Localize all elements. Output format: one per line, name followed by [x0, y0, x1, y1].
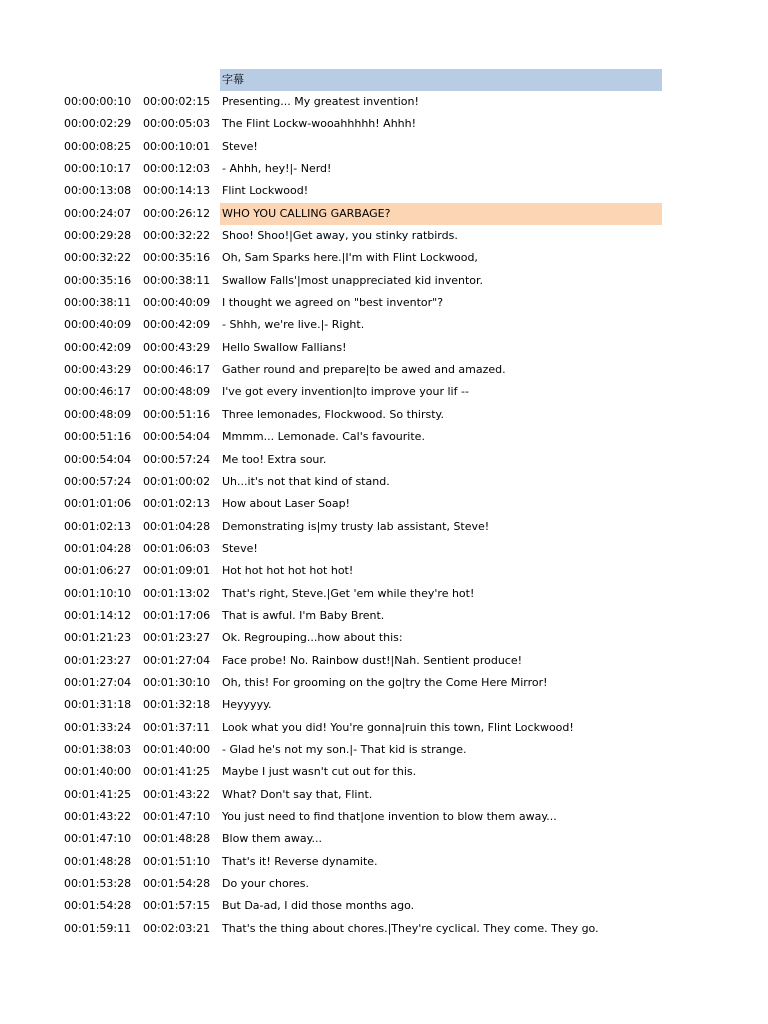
end-time-cell[interactable]: 00:01:27:04 — [143, 653, 211, 667]
header-row — [62, 69, 662, 91]
end-time-cell[interactable]: 00:00:43:29 — [143, 340, 211, 354]
subtitle-text-cell[interactable]: - Ahhh, hey!|- Nerd! — [222, 162, 332, 176]
start-time-cell[interactable]: 00:00:29:28 — [64, 229, 132, 243]
subtitle-text-cell[interactable]: Maybe I just wasn't cut out for this. — [222, 765, 417, 779]
start-time-cell[interactable]: 00:01:33:24 — [64, 720, 132, 734]
subtitle-text-cell[interactable]: I've got every invention|to improve your lif -- — [222, 385, 469, 399]
subtitle-text-cell[interactable]: Oh, Sam Sparks here.|I'm with Flint Lockwood, — [222, 251, 478, 265]
subtitle-text-cell[interactable]: Steve! — [222, 541, 258, 555]
table-row[interactable] — [62, 873, 662, 895]
end-time-cell[interactable]: 00:00:51:16 — [143, 407, 211, 421]
subtitle-text-cell[interactable]: How about Laser Soap! — [222, 497, 350, 511]
table-row[interactable] — [62, 225, 662, 247]
subtitle-text-cell[interactable]: Heyyyyy. — [222, 698, 272, 712]
subtitle-text-cell[interactable]: Hot hot hot hot hot hot! — [222, 564, 354, 578]
end-time-cell[interactable]: 00:01:41:25 — [143, 765, 211, 779]
end-time-cell[interactable]: 00:01:30:10 — [143, 675, 211, 689]
start-time-cell[interactable]: 00:01:04:28 — [64, 541, 132, 555]
table-row[interactable] — [62, 516, 662, 538]
table-row[interactable] — [62, 449, 662, 471]
subtitle-text-cell[interactable]: Uh...it's not that kind of stand. — [222, 474, 390, 488]
end-time-cell[interactable]: 00:01:43:22 — [143, 787, 211, 801]
subtitle-text-cell[interactable]: Blow them away... — [222, 832, 322, 846]
table-row[interactable] — [62, 158, 662, 180]
subtitle-text-cell[interactable]: Do your chores. — [222, 877, 309, 891]
table-row[interactable] — [62, 337, 662, 359]
start-time-cell[interactable]: 00:01:31:18 — [64, 698, 132, 712]
table-row[interactable] — [62, 314, 662, 336]
table-row[interactable] — [62, 292, 662, 314]
end-time-cell[interactable]: 00:01:13:02 — [143, 586, 211, 600]
subtitle-text-cell[interactable]: - Shhh, we're live.|- Right. — [222, 318, 365, 332]
end-time-cell[interactable]: 00:01:00:02 — [143, 474, 211, 488]
end-time-cell[interactable]: 00:01:06:03 — [143, 541, 211, 555]
subtitle-text-cell[interactable]: The Flint Lockw-wooahhhhh! Ahhh! — [222, 117, 417, 131]
table-row[interactable] — [62, 471, 662, 493]
end-time-cell[interactable]: 00:00:38:11 — [143, 273, 211, 287]
end-time-cell[interactable]: 00:01:47:10 — [143, 810, 211, 823]
table-row[interactable] — [62, 717, 662, 739]
start-time-cell[interactable]: 00:01:47:10 — [64, 832, 132, 846]
subtitle-text-cell[interactable]: Hello Swallow Fallians! — [222, 340, 347, 354]
end-time-cell[interactable]: 00:01:54:28 — [143, 877, 211, 891]
start-time-cell[interactable]: 00:00:43:29 — [64, 363, 132, 377]
end-time-cell[interactable]: 00:01:48:28 — [143, 832, 211, 846]
start-time-cell[interactable]: 00:00:54:04 — [64, 452, 132, 466]
subtitle-text-cell[interactable]: Ok. Regrouping...how about this: — [222, 631, 403, 645]
table-row[interactable] — [62, 851, 662, 873]
subtitle-text-cell[interactable]: But Da-ad, I did those months ago. — [222, 899, 415, 913]
end-time-cell[interactable]: 00:01:02:13 — [143, 497, 211, 511]
subtitle-text-cell[interactable]: Oh, this! For grooming on the go|try the Come Here Mirror! — [222, 675, 548, 689]
start-time-cell[interactable]: 00:00:00:10 — [64, 95, 132, 108]
subtitle-text-cell[interactable]: Flint Lockwood! — [222, 184, 309, 198]
subtitle-text-cell[interactable]: Shoo! Shoo!|Get away, you stinky ratbirds. — [222, 229, 458, 243]
subtitle-text-cell[interactable]: Look what you did! You're gonna|ruin this town, Flint Lockwood! — [222, 720, 574, 734]
end-time-cell[interactable]: 00:00:54:04 — [143, 430, 211, 444]
table-row[interactable] — [62, 136, 662, 158]
subtitle-text-cell[interactable]: That's the thing about chores.|They're cyclical. They come. They go. — [222, 921, 599, 935]
end-time-cell[interactable]: 00:00:46:17 — [143, 363, 211, 377]
table-row[interactable] — [62, 381, 662, 403]
subtitle-text-cell[interactable]: Demonstrating is|my trusty lab assistant, Steve! — [222, 519, 490, 533]
end-time-cell[interactable]: 00:00:57:24 — [143, 452, 211, 466]
subtitle-rows — [62, 91, 662, 940]
start-time-cell[interactable]: 00:01:02:13 — [64, 519, 132, 533]
start-time-cell[interactable]: 00:01:27:04 — [64, 675, 132, 689]
end-time-cell[interactable]: 00:00:42:09 — [143, 318, 211, 332]
subtitle-text-cell[interactable]: Mmmm... Lemonade. Cal's favourite. — [222, 430, 425, 444]
table-row[interactable] — [62, 538, 662, 560]
subtitle-sheet — [62, 69, 662, 940]
start-time-cell[interactable]: 00:01:14:12 — [64, 608, 132, 622]
start-time-cell[interactable]: 00:01:40:00 — [64, 765, 132, 779]
table-row[interactable] — [62, 627, 662, 649]
table-row[interactable] — [62, 493, 662, 515]
end-time-cell[interactable]: 00:01:09:01 — [143, 564, 211, 578]
start-time-cell[interactable]: 00:00:51:16 — [64, 430, 132, 444]
subtitle-column-header[interactable]: 字幕 — [220, 69, 662, 91]
table-row[interactable] — [62, 203, 662, 225]
subtitle-text-cell[interactable]: That's right, Steve.|Get 'em while they're hot! — [222, 586, 475, 600]
subtitle-text-cell[interactable]: Steve! — [222, 139, 258, 153]
start-time-cell[interactable]: 00:01:48:28 — [64, 854, 132, 868]
end-time-cell[interactable]: 00:01:40:00 — [143, 742, 211, 756]
start-time-cell[interactable]: 00:00:10:17 — [64, 162, 132, 176]
table-row[interactable] — [62, 583, 662, 605]
table-row[interactable] — [62, 739, 662, 761]
start-time-cell[interactable]: 00:01:38:03 — [64, 742, 132, 756]
end-time-cell[interactable]: 00:01:51:10 — [143, 854, 211, 868]
start-time-cell[interactable]: 00:01:01:06 — [64, 497, 132, 511]
end-time-cell[interactable]: 00:00:40:09 — [143, 296, 211, 310]
end-time-cell[interactable]: 00:00:26:12 — [143, 206, 211, 220]
table-row[interactable] — [62, 761, 662, 783]
subtitle-text-cell[interactable]: I thought we agreed on "best inventor"? — [222, 296, 444, 310]
table-row[interactable] — [62, 359, 662, 381]
start-time-cell[interactable]: 00:00:02:29 — [64, 117, 132, 131]
subtitle-text-cell[interactable]: What? Don't say that, Flint. — [222, 787, 373, 801]
start-time-cell[interactable]: 00:01:53:28 — [64, 877, 132, 891]
start-time-cell[interactable]: 00:00:46:17 — [64, 385, 132, 399]
subtitle-text-cell[interactable]: That's it! Reverse dynamite. — [222, 854, 378, 868]
end-time-cell[interactable]: 00:00:05:03 — [143, 117, 211, 131]
table-row[interactable] — [62, 895, 662, 917]
start-time-cell[interactable]: 00:00:08:25 — [64, 139, 132, 153]
end-time-cell[interactable]: 00:01:23:27 — [143, 631, 211, 645]
end-time-cell[interactable]: 00:02:03:21 — [143, 921, 211, 935]
table-row[interactable] — [62, 560, 662, 582]
subtitle-text-cell[interactable]: Me too! Extra sour. — [222, 452, 327, 466]
end-time-cell[interactable]: 00:00:10:01 — [143, 139, 211, 153]
highlighted-subtitle-cell[interactable]: WHO YOU CALLING GARBAGE? — [220, 203, 662, 225]
end-time-cell[interactable]: 00:00:12:03 — [143, 162, 211, 176]
start-time-cell[interactable]: 00:01:21:23 — [64, 631, 132, 645]
subtitle-text-cell[interactable]: Swallow Falls'|most unappreciated kid inventor. — [222, 273, 484, 287]
end-time-cell[interactable]: 00:01:57:15 — [143, 899, 211, 913]
start-time-cell[interactable]: 00:01:10:10 — [64, 586, 132, 600]
subtitle-text-cell[interactable]: Gather round and prepare|to be awed and amazed. — [222, 363, 506, 377]
start-time-cell[interactable]: 00:01:23:27 — [64, 653, 132, 667]
table-row[interactable] — [62, 404, 662, 426]
end-time-cell[interactable]: 00:00:02:15 — [143, 95, 211, 108]
end-time-cell[interactable]: 00:00:48:09 — [143, 385, 211, 399]
table-row[interactable] — [62, 270, 662, 292]
table-row[interactable] — [62, 605, 662, 627]
end-time-cell[interactable]: 00:00:35:16 — [143, 251, 211, 265]
table-row[interactable] — [62, 91, 662, 113]
start-time-cell[interactable]: 00:00:57:24 — [64, 474, 132, 488]
table-row[interactable] — [62, 113, 662, 135]
table-row[interactable] — [62, 672, 662, 694]
start-time-cell[interactable]: 00:01:06:27 — [64, 564, 132, 578]
table-row[interactable] — [62, 806, 662, 828]
start-time-cell[interactable]: 00:00:24:07 — [64, 206, 132, 220]
start-time-cell[interactable]: 00:00:32:22 — [64, 251, 132, 265]
start-time-cell[interactable]: 00:00:35:16 — [64, 273, 132, 287]
end-time-cell[interactable]: 00:01:04:28 — [143, 519, 211, 533]
subtitle-text-cell[interactable]: That is awful. I'm Baby Brent. — [222, 608, 385, 622]
subtitle-text-cell[interactable]: Face probe! No. Rainbow dust!|Nah. Sentient produce! — [222, 653, 523, 667]
subtitle-text-cell[interactable]: Three lemonades, Flockwood. So thirsty. — [222, 407, 444, 421]
start-time-cell[interactable]: 00:00:42:09 — [64, 340, 132, 354]
subtitle-text-cell[interactable]: You just need to find that|one invention to blow them away... — [222, 810, 557, 823]
start-time-cell[interactable]: 00:00:48:09 — [64, 407, 132, 421]
table-row[interactable] — [62, 828, 662, 850]
start-time-cell[interactable]: 00:01:41:25 — [64, 787, 132, 801]
end-time-cell[interactable]: 00:01:32:18 — [143, 698, 211, 712]
end-time-cell[interactable]: 00:01:37:11 — [143, 720, 211, 734]
table-row[interactable] — [62, 180, 662, 202]
start-time-cell[interactable]: 00:00:40:09 — [64, 318, 132, 332]
subtitle-text-cell[interactable]: Presenting... My greatest invention! — [222, 95, 419, 108]
start-time-cell[interactable]: 00:00:38:11 — [64, 296, 132, 310]
end-time-cell[interactable]: 00:00:32:22 — [143, 229, 211, 243]
start-time-cell[interactable]: 00:01:59:11 — [64, 921, 132, 935]
table-row[interactable] — [62, 694, 662, 716]
start-time-cell[interactable]: 00:01:54:28 — [64, 899, 132, 913]
subtitle-text-cell[interactable]: - Glad he's not my son.|- That kid is strange. — [222, 742, 467, 756]
table-row[interactable] — [62, 426, 662, 448]
table-row[interactable] — [62, 918, 662, 940]
table-row[interactable] — [62, 784, 662, 806]
start-time-cell[interactable]: 00:01:43:22 — [64, 810, 132, 823]
end-time-cell[interactable]: 00:01:17:06 — [143, 608, 211, 622]
table-row[interactable] — [62, 650, 662, 672]
start-time-cell[interactable]: 00:00:13:08 — [64, 184, 132, 198]
table-row[interactable] — [62, 247, 662, 269]
end-time-cell[interactable]: 00:00:14:13 — [143, 184, 211, 198]
